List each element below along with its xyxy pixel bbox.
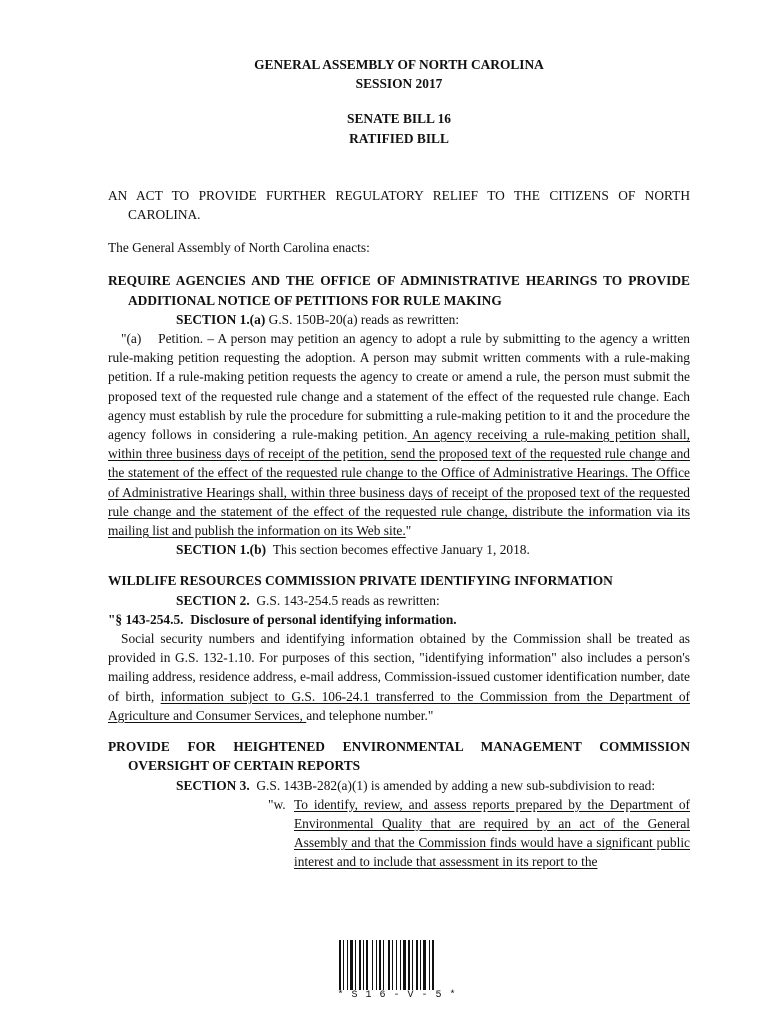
barcode-bar [392, 940, 393, 990]
section-text: G.S. 150B-20(a) reads as rewritten: [268, 311, 460, 327]
sub-subdivision-w [268, 795, 690, 872]
part2-heading: WILDLIFE RESOURCES COMMISSION PRIVATE IDENTIFYING INFORMATION [108, 573, 613, 589]
barcode-bar [355, 940, 356, 990]
header-assembly: GENERAL ASSEMBLY OF NORTH CAROLINA [254, 57, 544, 72]
barcode-bar [423, 940, 426, 990]
section-label: SECTION 2. [176, 592, 250, 608]
header-bill-status: RATIFIED BILL [349, 130, 449, 146]
barcode-bar [429, 940, 430, 990]
section-text: G.S. 143B-282(a)(1) is amended by adding a new sub-subdivision to read: [256, 777, 656, 793]
act-title: AN ACT TO PROVIDE FURTHER REGULATORY RELIEF TO THE CITIZENS OF NORTH CAROLINA. [108, 187, 690, 223]
petition-text: "(a) Petition. – A person may petition an agency to adopt a rule by submitting to the agency a written rule-making petition requesting the adoption. A person may submit written comments with a rule-making petition. If a rule-making petition requests the agency to create or amend a rule, the person must submit the proposed text of the requested rule change and a statement of the effect of the requested rule change. Each agency must establish by rule the procedure for submitting a rule-making petition to it and the procedure the agency follows in considering a rule-making petition. [108, 331, 690, 443]
barcode-bar [372, 940, 373, 990]
sub-label: "w. [268, 796, 286, 812]
barcode-bar [339, 940, 341, 990]
sub-text: To identify, review, and assess reports prepared by the Department of Environmental Quality that are required by an act of the General Assembly and that the Commission finds would have a significant public interest and to include that assessment in its report to the [294, 796, 690, 870]
part2-paragraph [108, 629, 690, 725]
barcode-bar [412, 940, 413, 990]
part1-section-b [108, 540, 690, 559]
section-label: SECTION 1.(b) [176, 542, 267, 558]
part1-heading: REQUIRE AGENCIES AND THE OFFICE OF ADMINISTRATIVE HEARINGS TO PROVIDE ADDITIONAL NOTICE OF PETITIONS FOR RULE MAKING [108, 273, 690, 308]
section-label: SECTION 3. [176, 777, 250, 793]
barcode [337, 940, 457, 990]
quote-end: " [405, 523, 412, 539]
barcode-bar [403, 940, 406, 990]
section-text: This section becomes effective January 1, 2018. [272, 542, 530, 558]
statute-heading: "§ 143-254.5. Disclosure of personal identifying information. [108, 611, 457, 627]
disclosure-text: Social security numbers and identifying information obtained by the Commission shall be treated as provided in G.S. 132-1.10. For purposes of this section, "identifying information" also includes a person's mailing address, residence address, e-mail address, Commission-issued customer identification number, date of birth, [108, 631, 690, 704]
barcode-bar [388, 940, 390, 990]
barcode-bar [363, 940, 364, 990]
part3-heading: PROVIDE FOR HEIGHTENED ENVIRONMENTAL MANAGEMENT COMMISSION OVERSIGHT OF CERTAIN REPORTS [108, 739, 690, 774]
header-session: SESSION 2017 [355, 76, 443, 92]
barcode-bar [376, 940, 377, 990]
barcode-bar [383, 940, 384, 990]
bill-page [108, 55, 690, 872]
barcode-bar [420, 940, 421, 990]
header-bill-number: SENATE BILL 16 [347, 111, 451, 127]
barcode-label: * S 1 6 - V - 5 * [337, 990, 457, 1001]
barcode-bar [432, 940, 434, 990]
barcode-bar [416, 940, 418, 990]
barcode-bar [366, 940, 368, 990]
barcode-bar [396, 940, 397, 990]
barcode-bar [350, 940, 353, 990]
enacting-clause: The General Assembly of North Carolina enacts: [108, 240, 370, 256]
barcode-bar [408, 940, 410, 990]
section-label: SECTION 1.(a) [176, 311, 266, 327]
barcode-bar [359, 940, 361, 990]
part2-section [108, 591, 690, 610]
disclosure-end: and telephone number." [306, 707, 434, 723]
section-text: G.S. 143-254.5 reads as rewritten: [256, 592, 440, 608]
barcode-bar [379, 940, 381, 990]
part3-section [108, 776, 690, 795]
part1-section-a [108, 310, 690, 329]
barcode-bar [400, 940, 401, 990]
disclosure-added-text: information subject to G.S. 106-24.1 transferred to the Commission from the Department of Agriculture and Consumer Services, [108, 688, 690, 723]
barcode-bar [343, 940, 344, 990]
part1-petition-paragraph [108, 329, 690, 540]
barcode-bar [347, 940, 348, 990]
petition-added-text: An agency receiving a rule-making petition shall, within three business days of receipt of the petition, send the proposed text of the requested rule change and the statement of the effect of the requested rule change to the Office of Administrative Hearings. The Office of Administrative Hearings shall, within three business days of receipt of the proposed text of the requested rule change and the statement of the effect of the requested rule change, distribute the information via its mailing list and publish the information on its Web site. [108, 427, 690, 539]
